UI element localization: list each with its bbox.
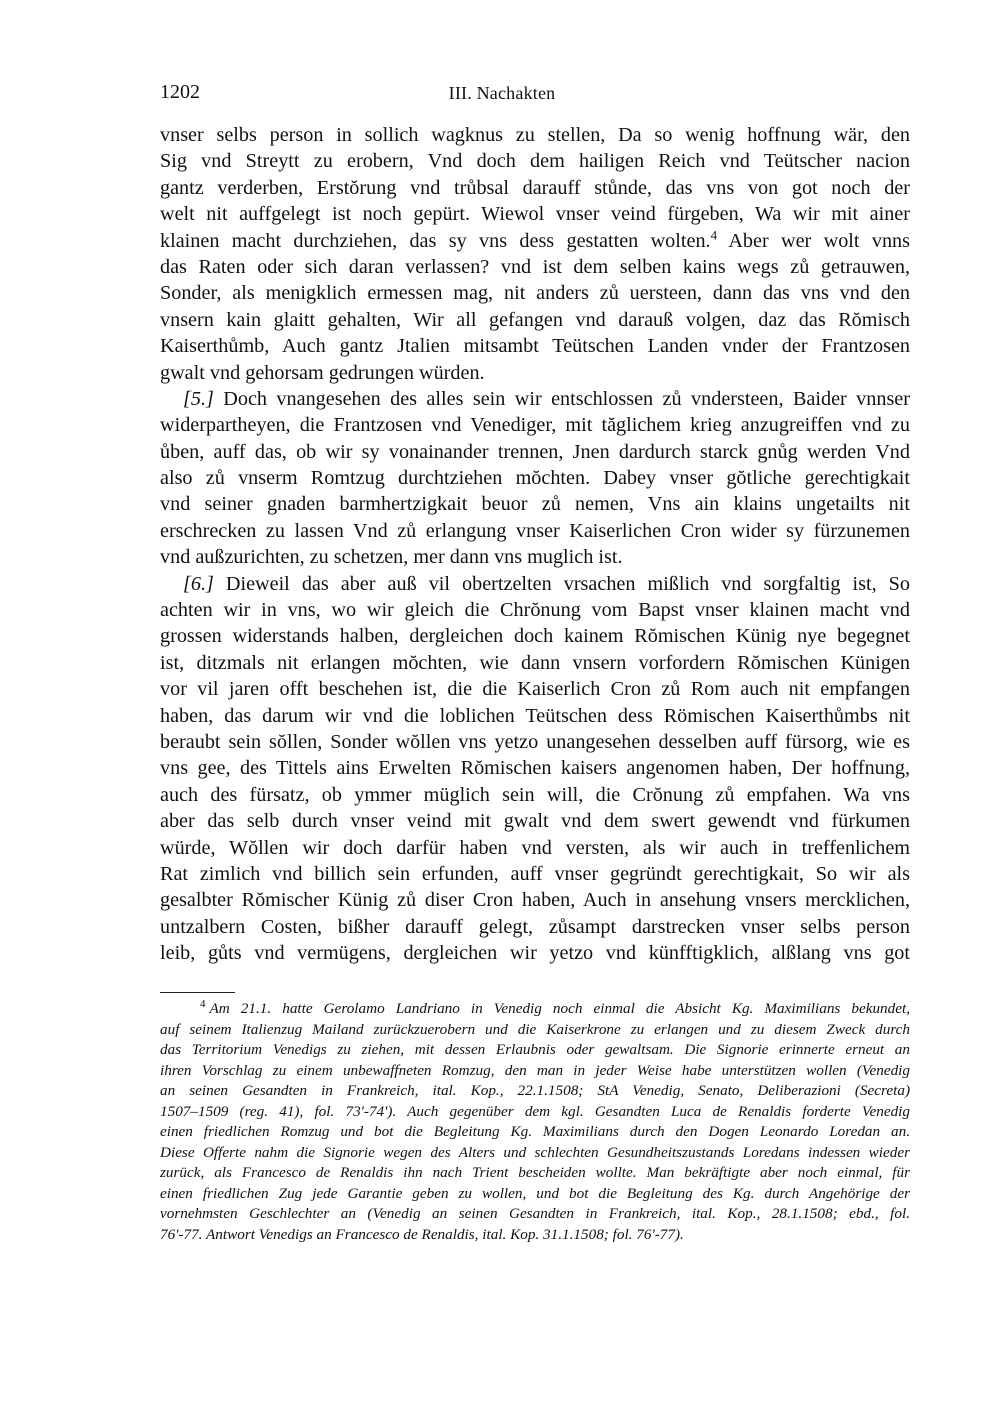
text-line bbox=[160, 386, 910, 412]
text-line: erschrecken zu lassen Vnd zů erlangung vnser Kaiserlichen Cron wider sy fürzunemen bbox=[160, 519, 910, 542]
footnote-line: an seinen Gesandten in Frankreich, ital. Kop., 22.1.1508; StA Venedig, Senato, Deliberazioni (Secreta) bbox=[160, 1082, 910, 1099]
footnote-divider bbox=[160, 992, 235, 993]
text-line bbox=[160, 228, 910, 254]
text-line: das Raten oder sich daran verlassen? vnd ist dem selben kains wegs zů getrauwen, bbox=[160, 255, 910, 278]
text-line: grossen widerstands halben, dergleichen doch kainem Rŏmischen Künig nye begegnet bbox=[160, 625, 910, 648]
footnote-reference: 4 bbox=[710, 227, 718, 242]
text-line: gantz verderben, Erstŏrung vnd trůbsal darauff stůnde, das vns von got noch der bbox=[160, 176, 910, 199]
text-segment: Doch vnangesehen des alles sein wir entschlossen zů vndersteen, Baider vnnser bbox=[213, 387, 910, 410]
text-line: vnd außzurichten, zu schetzen, mer dann vns muglich ist. bbox=[160, 546, 623, 569]
text-segment: Aber wer wolt vnns bbox=[717, 229, 910, 252]
footnote-line: 1507–1509 (reg. 41), fol. 73'-74'). Auch gegenüber dem kgl. Gesandten Luca de Renaldis forderte Venedig bbox=[160, 1102, 910, 1120]
footnote-line: das Territorium Venedigs zu ziehen, mit dessen Erlaubnis oder gewaltsam. Die Signorie erinnerte erneut an bbox=[160, 1041, 910, 1058]
text-line: vnd seiner gnaden barmhertzigkait beuor zů nemen, Vns ain klains ungetailts nit bbox=[160, 493, 910, 516]
footnote-line: vornehmsten Geschlechter an (Venedig an seinen Gesandten in Frankreich, ital. Kop., 28.1.1508; ebd., fol. bbox=[160, 1205, 910, 1222]
text-line: gwalt vnd gehorsam gedrungen würden. bbox=[160, 361, 485, 384]
text-line: Sonder, als menigklich ermessen mag, nit anders zů uersteen, dann das vns vnd den bbox=[160, 282, 910, 305]
text-line: vns gee, des Tittels ains Erwelten Rŏmischen kaisers angenomen haben, Der hoffnung, bbox=[160, 757, 910, 780]
text-segment: Dieweil das aber auß vil obertzelten vrsachen mißlich vnd sorgfaltig ist, So bbox=[213, 572, 910, 595]
footnote-text: Am 21.1. hatte Gerolamo Landriano in Venedig noch einmal die Absicht Kg. Maximilians bekundet, bbox=[209, 1000, 910, 1017]
footnote bbox=[160, 999, 910, 1245]
text-line: ist, ditzmals nit erlangen mŏchten, wie dann vnsern vorfordern Rŏmischen Künigen bbox=[160, 651, 910, 674]
footnote-line bbox=[160, 999, 910, 1020]
text-line: vor vil jaren offt beschehen ist, die die Kaiserlich Cron zů Rom auch nit empfangen bbox=[160, 678, 910, 701]
text-line: also zů vnserm Romtzug durchtziehen mŏchten. Dabey vnser gŏtliche gerechtigkait bbox=[160, 467, 910, 490]
text-line: untzalbern Costen, bißher darauff gelegt, zůsampt darstrecken vnser selbs person bbox=[160, 915, 910, 938]
text-line: welt nit auffgelegt ist noch gepürt. Wiewol vnser veind fürgeben, Wa wir mit ainer bbox=[160, 203, 910, 226]
text-line: haben, das darum wir vnd die loblichen Teütschen dess Römischen Kaiserthůmbs nit bbox=[160, 704, 910, 727]
section-marker: [5.] bbox=[183, 387, 214, 410]
footnote-line: einen friedlichen Romzug und bot die Begleitung Kg. Maximilians durch den Dogen Leonardo Loredan an. bbox=[160, 1123, 910, 1140]
text-line: vnser selbs person in sollich wagknus zu stellen, Da so wenig hoffnung wär, den bbox=[160, 124, 910, 146]
footnote-line: Diese Offerte nahm die Signorie wegen des Alters und schlechten Gesundheitszustands Loredans indessen wieder bbox=[160, 1143, 910, 1161]
text-line: würde, Wŏllen wir doch darfür haben vnd versten, als wir auch in treffenlichem bbox=[160, 836, 910, 859]
footnote-line: 76'-77. Antwort Venedigs an Francesco de Renaldis, ital. Kop. 31.1.1508; fol. 76'-77). bbox=[160, 1225, 684, 1243]
text-line: widerpartheyen, die Frantzosen vnd Venediger, mit tăglichem krieg anzugreiffen vnd zu bbox=[160, 414, 910, 437]
section-marker: [6.] bbox=[183, 572, 214, 595]
footnote-line: einen friedlichen Zug jede Garantie geben zu wollen, und bot die Begleitung des Kg. durch Angehörige der bbox=[160, 1184, 910, 1202]
text-line: gesalbter Rŏmischer Künig zů diser Cron haben, Auch in ansehung vnsers mercklichen, bbox=[160, 889, 910, 912]
text-line: ůben, auff das, ob wir sy vonainander trennen, Jnen dardurch starck gnůg werden Vnd bbox=[160, 440, 910, 463]
text-line: auch des fürsatz, ob ymmer müglich sein will, die Crŏnung zů empfahen. Wa vns bbox=[160, 783, 910, 806]
main-text bbox=[160, 122, 910, 967]
footnote-line: auf seinem Italienzug Mailand zurückzuerobern und die Kaiserkrone zu erlangen und zu diesem Zweck durch bbox=[160, 1020, 910, 1038]
text-line: Rat zimlich vnd billich sein erfunden, auff vnser gegründt gerechtigkait, So wir als bbox=[160, 862, 910, 885]
footnote-line: ihren Vorschlag zu einem unbewaffneten Romzug, den man in jeder Weise habe unterstützen wollen (Venedig bbox=[160, 1061, 910, 1079]
running-head: III. Nachakten bbox=[448, 83, 556, 103]
text-segment: klainen macht durchziehen, das sy vns dess gestatten wolten. bbox=[160, 229, 711, 252]
footnote-number: 4 bbox=[200, 999, 206, 1010]
text-line: aber das selb durch vnser veind mit gwalt vnd dem swert gewendt vnd fürkumen bbox=[160, 810, 910, 833]
text-line: achten wir in vns, wo wir gleich die Chrŏnung vom Bapst vnser klainen macht vnd bbox=[160, 599, 910, 622]
text-line: leib, gůts vnd vermügens, dergleichen wir yetzo vnd künfftigklich, alßlang vns got bbox=[160, 942, 910, 965]
page-number: 1202 bbox=[160, 81, 200, 103]
text-line: Kaiserthůmb, Auch gantz Jtalien mitsambt Teütschen Landen vnder der Frantzosen bbox=[160, 335, 910, 358]
footnote-line: zurück, als Francesco de Renaldis ihn nach Trient bescheiden wollte. Man bekräftigte aber noch einmal, für bbox=[160, 1164, 910, 1181]
text-line: beraubt sein sŏllen, Sonder wŏllen vns yetzo unangesehen desselben auff fürsorg, wie es bbox=[160, 730, 910, 753]
text-line: vnsern kain glaitt gehalten, Wir all gefangen vnd darauß volgen, daz das Rŏmisch bbox=[160, 308, 910, 331]
text-line bbox=[160, 571, 910, 597]
text-line: Sig vnd Streytt zu erobern, Vnd doch dem hailigen Reich vnd Teütscher nacion bbox=[160, 150, 910, 173]
